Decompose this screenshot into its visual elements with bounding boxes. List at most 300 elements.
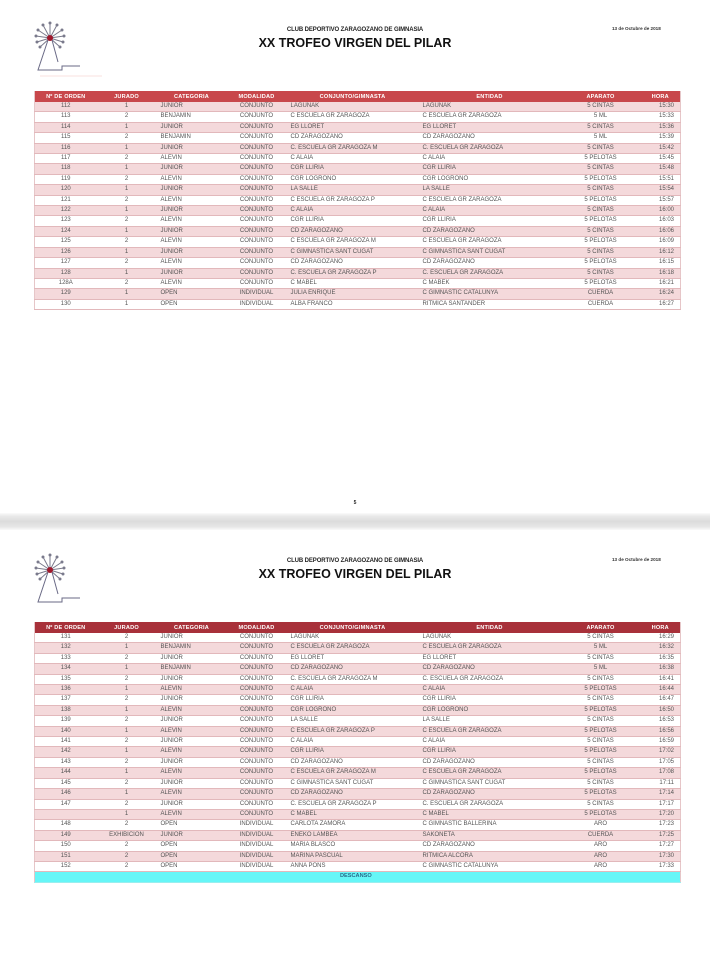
- table-row: [35, 674, 681, 684]
- row-gimnasta: C. ESCUELA GR ZARAGOZA M: [287, 143, 419, 153]
- row-gimnasta: C ESCUELA GR ZARAGOZA P: [287, 195, 419, 205]
- row-entidad: C GIMNASTIC BALLERINA: [419, 820, 561, 830]
- table-row: [35, 851, 681, 861]
- page-number: 5: [353, 500, 357, 506]
- row-categoria: JUNIOR: [157, 778, 227, 788]
- row-orden: 151: [35, 851, 97, 861]
- table-row: [35, 174, 681, 184]
- table-row: [35, 778, 681, 788]
- row-entidad: C ESCUELA GR ZARAGOZA: [419, 726, 561, 736]
- row-categoria: BENJAMIN: [157, 133, 227, 143]
- row-aparato: 5 PELOTAS: [561, 789, 641, 799]
- row-hora: 17:23: [641, 820, 681, 830]
- row-orden: 113: [35, 112, 97, 122]
- row-gimnasta: LA SALLE: [287, 185, 419, 195]
- row-entidad: C GIMNASTICA SANT CUGAT: [419, 778, 561, 788]
- row-categoria: OPEN: [157, 861, 227, 871]
- row-modalidad: CONJUNTO: [227, 102, 287, 112]
- row-hora: 17:30: [641, 851, 681, 861]
- row-categoria: JUNIOR: [157, 268, 227, 278]
- row-entidad: C ESCUELA GR ZARAGOZA: [419, 643, 561, 653]
- row-gimnasta: LAGUNAK: [287, 102, 419, 112]
- row-jurado: 2: [97, 653, 157, 663]
- row-entidad: EG LLORET: [419, 122, 561, 132]
- col-entidad: ENTIDAD: [419, 91, 561, 102]
- row-modalidad: CONJUNTO: [227, 674, 287, 684]
- row-categoria: JUNIOR: [157, 716, 227, 726]
- row-gimnasta: MARINA PASCUAL: [287, 851, 419, 861]
- row-aparato: ARO: [561, 820, 641, 830]
- row-gimnasta: CGR LLIRIA: [287, 164, 419, 174]
- row-modalidad: INDIVIDUAL: [227, 851, 287, 861]
- row-aparato: 5 PELOTAS: [561, 726, 641, 736]
- row-categoria: JUNIOR: [157, 122, 227, 132]
- row-orden: 132: [35, 643, 97, 653]
- row-orden: 136: [35, 685, 97, 695]
- row-jurado: 2: [97, 278, 157, 288]
- row-orden: 142: [35, 747, 97, 757]
- row-jurado: 1: [97, 247, 157, 257]
- row-hora: 16:32: [641, 643, 681, 653]
- row-jurado: 2: [97, 820, 157, 830]
- row-aparato: 5 ML: [561, 643, 641, 653]
- row-gimnasta: C MABEL: [287, 809, 419, 819]
- row-gimnasta: C ESCUELA GR ZARAGOZA: [287, 112, 419, 122]
- row-hora: 17:33: [641, 861, 681, 871]
- row-categoria: BENJAMIN: [157, 664, 227, 674]
- row-categoria: JUNIOR: [157, 102, 227, 112]
- row-jurado: 1: [97, 768, 157, 778]
- row-jurado: 2: [97, 633, 157, 643]
- row-jurado: 2: [97, 757, 157, 767]
- table-row: [35, 768, 681, 778]
- row-modalidad: CONJUNTO: [227, 809, 287, 819]
- col-aparato: APARATO: [561, 622, 641, 633]
- row-categoria: ALEVIN: [157, 195, 227, 205]
- row-jurado: 1: [97, 143, 157, 153]
- row-gimnasta: C. ESCUELA GR ZARAGOZA P: [287, 799, 419, 809]
- row-aparato: 5 PELOTAS: [561, 154, 641, 164]
- table-row: [35, 289, 681, 299]
- row-modalidad: CONJUNTO: [227, 174, 287, 184]
- row-orden: 114: [35, 122, 97, 132]
- row-categoria: ALEVIN: [157, 278, 227, 288]
- table-row: [35, 820, 681, 830]
- table-row: [35, 112, 681, 122]
- table-row: [35, 154, 681, 164]
- row-hora: 16:27: [641, 299, 681, 309]
- table-row: [35, 789, 681, 799]
- col-categoria: CATEGORIA: [157, 622, 227, 633]
- row-gimnasta: CD ZARAGOZANO: [287, 133, 419, 143]
- row-hora: 17:27: [641, 841, 681, 851]
- row-jurado: 2: [97, 778, 157, 788]
- row-entidad: EG LLORET: [419, 653, 561, 663]
- row-modalidad: CONJUNTO: [227, 185, 287, 195]
- row-hora: 15:48: [641, 164, 681, 174]
- table-row: [35, 685, 681, 695]
- row-hora: 16:53: [641, 716, 681, 726]
- row-orden: 137: [35, 695, 97, 705]
- row-modalidad: CONJUNTO: [227, 737, 287, 747]
- row-orden: 147: [35, 799, 97, 809]
- schedule-table-page-1: [34, 91, 681, 310]
- row-entidad: C ALAIA: [419, 154, 561, 164]
- row-entidad: C GIMNASTIC CATALUNYA: [419, 861, 561, 871]
- row-jurado: 2: [97, 195, 157, 205]
- row-aparato: 5 PELOTAS: [561, 747, 641, 757]
- row-categoria: JUNIOR: [157, 653, 227, 663]
- row-aparato: 5 CINTAS: [561, 653, 641, 663]
- row-jurado: 2: [97, 133, 157, 143]
- row-orden: 141: [35, 737, 97, 747]
- table-row: [35, 726, 681, 736]
- table-row: [35, 664, 681, 674]
- row-hora: 17:17: [641, 799, 681, 809]
- row-jurado: 2: [97, 112, 157, 122]
- row-jurado: 2: [97, 237, 157, 247]
- row-hora: 15:30: [641, 102, 681, 112]
- row-modalidad: CONJUNTO: [227, 195, 287, 205]
- row-jurado: 1: [97, 268, 157, 278]
- row-gimnasta: C MABEL: [287, 278, 419, 288]
- row-categoria: JUNIOR: [157, 737, 227, 747]
- row-modalidad: CONJUNTO: [227, 716, 287, 726]
- table-row: [35, 705, 681, 715]
- col-gimnasta: CONJUNTO/GIMNASTA: [287, 91, 419, 102]
- row-hora: 16:35: [641, 653, 681, 663]
- row-categoria: OPEN: [157, 820, 227, 830]
- row-modalidad: CONJUNTO: [227, 143, 287, 153]
- row-jurado: 1: [97, 685, 157, 695]
- row-hora: 16:47: [641, 695, 681, 705]
- row-aparato: 5 PELOTAS: [561, 768, 641, 778]
- row-hora: 15:54: [641, 185, 681, 195]
- row-hora: 15:42: [641, 143, 681, 153]
- row-modalidad: INDIVIDUAL: [227, 830, 287, 840]
- break-row: [35, 872, 681, 882]
- row-hora: 16:29: [641, 633, 681, 643]
- row-orden: 133: [35, 653, 97, 663]
- row-jurado: 1: [97, 289, 157, 299]
- row-aparato: ARO: [561, 851, 641, 861]
- table-row: [35, 716, 681, 726]
- row-categoria: JUNIOR: [157, 143, 227, 153]
- row-orden: 145: [35, 778, 97, 788]
- document-title: XX TROFEO VIRGEN DEL PILAR: [258, 567, 452, 581]
- row-entidad: C ESCUELA GR ZARAGOZA: [419, 768, 561, 778]
- row-categoria: ALEVIN: [157, 789, 227, 799]
- col-categoria: CATEGORIA: [157, 91, 227, 102]
- row-aparato: 5 CINTAS: [561, 185, 641, 195]
- row-orden: 143: [35, 757, 97, 767]
- row-modalidad: CONJUNTO: [227, 278, 287, 288]
- row-orden: 123: [35, 216, 97, 226]
- row-aparato: 5 CINTAS: [561, 122, 641, 132]
- row-hora: 15:36: [641, 122, 681, 132]
- row-orden: 129: [35, 289, 97, 299]
- row-orden: 127: [35, 258, 97, 268]
- col-jurado: JURADO: [97, 622, 157, 633]
- row-entidad: CD ZARAGOZANO: [419, 133, 561, 143]
- row-modalidad: CONJUNTO: [227, 122, 287, 132]
- row-entidad: CD ZARAGOZANO: [419, 226, 561, 236]
- table-header: [35, 91, 681, 102]
- row-entidad: C ESCUELA GR ZARAGOZA: [419, 195, 561, 205]
- table-row: [35, 143, 681, 153]
- row-modalidad: CONJUNTO: [227, 789, 287, 799]
- row-categoria: OPEN: [157, 851, 227, 861]
- row-aparato: 5 PELOTAS: [561, 174, 641, 184]
- col-orden: Nº DE ORDEN: [35, 91, 97, 102]
- row-aparato: 5 CINTAS: [561, 737, 641, 747]
- row-entidad: C ALAIA: [419, 737, 561, 747]
- row-jurado: 1: [97, 226, 157, 236]
- row-jurado: 1: [97, 643, 157, 653]
- row-modalidad: CONJUNTO: [227, 726, 287, 736]
- row-jurado: 1: [97, 102, 157, 112]
- row-aparato: 5 PELOTAS: [561, 809, 641, 819]
- table-row: [35, 133, 681, 143]
- row-aparato: 5 ML: [561, 133, 641, 143]
- row-entidad: C. ESCUELA GR ZARAGOZA: [419, 799, 561, 809]
- row-modalidad: CONJUNTO: [227, 154, 287, 164]
- row-hora: 17:05: [641, 757, 681, 767]
- row-hora: 16:38: [641, 664, 681, 674]
- row-hora: 16:15: [641, 258, 681, 268]
- row-entidad: C ESCUELA GR ZARAGOZA: [419, 112, 561, 122]
- row-aparato: CUERDA: [561, 830, 641, 840]
- table-row: [35, 278, 681, 288]
- row-jurado: 2: [97, 861, 157, 871]
- club-name: CLUB DEPORTIVO ZARAGOZANO DE GIMNASIA: [286, 27, 424, 33]
- col-modalidad: MODALIDAD: [227, 622, 287, 633]
- row-categoria: ALEVIN: [157, 258, 227, 268]
- row-entidad: C MABEL: [419, 809, 561, 819]
- row-aparato: 5 PELOTAS: [561, 278, 641, 288]
- row-orden: 120: [35, 185, 97, 195]
- row-gimnasta: CD ZARAGOZANO: [287, 664, 419, 674]
- row-entidad: CGR LLIRIA: [419, 164, 561, 174]
- row-gimnasta: CGR LLIRIA: [287, 216, 419, 226]
- col-hora: HORA: [641, 91, 681, 102]
- table-row: [35, 237, 681, 247]
- row-entidad: CGR LLIRIA: [419, 747, 561, 757]
- row-jurado: 2: [97, 258, 157, 268]
- break-label: DESCANSO: [35, 872, 681, 882]
- row-entidad: LAGUNAK: [419, 102, 561, 112]
- row-aparato: 5 CINTAS: [561, 695, 641, 705]
- row-orden: 126: [35, 247, 97, 257]
- table-row: [35, 185, 681, 195]
- row-aparato: 5 CINTAS: [561, 674, 641, 684]
- row-aparato: 5 CINTAS: [561, 799, 641, 809]
- row-hora: 16:41: [641, 674, 681, 684]
- row-gimnasta: CGR LOGROÑO: [287, 705, 419, 715]
- row-gimnasta: C ALAIA: [287, 206, 419, 216]
- row-hora: 15:45: [641, 154, 681, 164]
- row-orden: 146: [35, 789, 97, 799]
- row-categoria: ALEVIN: [157, 726, 227, 736]
- row-orden: [35, 809, 97, 819]
- col-gimnasta: CONJUNTO/GIMNASTA: [287, 622, 419, 633]
- row-hora: 16:12: [641, 247, 681, 257]
- row-gimnasta: C GIMNASTICA SANT CUGAT: [287, 247, 419, 257]
- row-gimnasta: ENEKO LAMBEA: [287, 830, 419, 840]
- row-aparato: 5 ML: [561, 112, 641, 122]
- col-orden: Nº DE ORDEN: [35, 622, 97, 633]
- row-gimnasta: C. ESCUELA GR ZARAGOZA M: [287, 674, 419, 684]
- club-name: CLUB DEPORTIVO ZARAGOZANO DE GIMNASIA: [286, 558, 424, 564]
- row-categoria: JUNIOR: [157, 633, 227, 643]
- row-categoria: ALEVIN: [157, 768, 227, 778]
- row-orden: 139: [35, 716, 97, 726]
- row-modalidad: CONJUNTO: [227, 664, 287, 674]
- row-entidad: LA SALLE: [419, 185, 561, 195]
- row-entidad: C ALAIA: [419, 206, 561, 216]
- row-jurado: 2: [97, 216, 157, 226]
- table-row: [35, 747, 681, 757]
- row-aparato: 5 CINTAS: [561, 226, 641, 236]
- row-gimnasta: EG LLORET: [287, 653, 419, 663]
- row-aparato: 5 CINTAS: [561, 102, 641, 112]
- row-categoria: JUNIOR: [157, 226, 227, 236]
- table-row: [35, 737, 681, 747]
- row-gimnasta: CARLOTA ZAMORA: [287, 820, 419, 830]
- row-gimnasta: MARIA BLASCO: [287, 841, 419, 851]
- row-gimnasta: C ALAIA: [287, 737, 419, 747]
- row-gimnasta: LA SALLE: [287, 716, 419, 726]
- row-jurado: 1: [97, 789, 157, 799]
- row-gimnasta: CD ZARAGOZANO: [287, 757, 419, 767]
- row-gimnasta: CGR LLIRIA: [287, 747, 419, 757]
- row-jurado: EXHIBICION: [97, 830, 157, 840]
- table-row: [35, 830, 681, 840]
- row-modalidad: CONJUNTO: [227, 216, 287, 226]
- row-categoria: ALEVIN: [157, 747, 227, 757]
- row-jurado: 2: [97, 737, 157, 747]
- row-hora: 16:50: [641, 705, 681, 715]
- row-hora: 15:57: [641, 195, 681, 205]
- row-modalidad: CONJUNTO: [227, 247, 287, 257]
- row-jurado: 1: [97, 299, 157, 309]
- table-row: [35, 122, 681, 132]
- row-hora: 16:18: [641, 268, 681, 278]
- row-jurado: 1: [97, 809, 157, 819]
- row-orden: 135: [35, 674, 97, 684]
- row-modalidad: CONJUNTO: [227, 633, 287, 643]
- row-gimnasta: CGR LLIRIA: [287, 695, 419, 705]
- row-gimnasta: ANNA PONS: [287, 861, 419, 871]
- row-orden: 128A: [35, 278, 97, 288]
- col-hora: HORA: [641, 622, 681, 633]
- row-aparato: 5 CINTAS: [561, 206, 641, 216]
- row-modalidad: CONJUNTO: [227, 695, 287, 705]
- row-hora: 17:25: [641, 830, 681, 840]
- row-aparato: 5 PELOTAS: [561, 685, 641, 695]
- row-categoria: ALEVIN: [157, 685, 227, 695]
- table-row: [35, 206, 681, 216]
- row-orden: 119: [35, 174, 97, 184]
- row-modalidad: INDIVIDUAL: [227, 289, 287, 299]
- row-gimnasta: EG LLORET: [287, 122, 419, 132]
- table-row: [35, 633, 681, 643]
- row-categoria: ALEVIN: [157, 216, 227, 226]
- row-orden: 134: [35, 664, 97, 674]
- row-aparato: 5 CINTAS: [561, 164, 641, 174]
- col-entidad: ENTIDAD: [419, 622, 561, 633]
- row-categoria: JUNIOR: [157, 247, 227, 257]
- row-modalidad: CONJUNTO: [227, 206, 287, 216]
- row-hora: 16:56: [641, 726, 681, 736]
- row-orden: 148: [35, 820, 97, 830]
- row-categoria: JUNIOR: [157, 164, 227, 174]
- row-hora: 16:21: [641, 278, 681, 288]
- row-orden: 130: [35, 299, 97, 309]
- row-gimnasta: CD ZARAGOZANO: [287, 789, 419, 799]
- row-jurado: 2: [97, 695, 157, 705]
- document-date: 13 de Octubre de 2018: [612, 557, 661, 562]
- row-hora: 16:00: [641, 206, 681, 216]
- row-hora: 17:11: [641, 778, 681, 788]
- row-jurado: 1: [97, 664, 157, 674]
- row-categoria: ALEVIN: [157, 237, 227, 247]
- document-page-2: [0, 530, 710, 959]
- row-categoria: JUNIOR: [157, 695, 227, 705]
- row-aparato: CUERDA: [561, 289, 641, 299]
- row-jurado: 1: [97, 185, 157, 195]
- row-modalidad: CONJUNTO: [227, 653, 287, 663]
- row-aparato: 5 PELOTAS: [561, 195, 641, 205]
- row-jurado: 2: [97, 716, 157, 726]
- row-hora: 17:02: [641, 747, 681, 757]
- row-orden: 131: [35, 633, 97, 643]
- row-entidad: RITMICA SANTANDER: [419, 299, 561, 309]
- row-entidad: CGR LLIRIA: [419, 695, 561, 705]
- row-modalidad: INDIVIDUAL: [227, 861, 287, 871]
- row-modalidad: CONJUNTO: [227, 258, 287, 268]
- table-row: [35, 757, 681, 767]
- row-modalidad: INDIVIDUAL: [227, 820, 287, 830]
- row-entidad: C MABEK: [419, 278, 561, 288]
- row-categoria: BENJAMIN: [157, 112, 227, 122]
- col-modalidad: MODALIDAD: [227, 91, 287, 102]
- row-categoria: JUNIOR: [157, 799, 227, 809]
- row-entidad: CD ZARAGOZANO: [419, 789, 561, 799]
- row-modalidad: CONJUNTO: [227, 133, 287, 143]
- row-entidad: C GIMNASTICA SANT CUGAT: [419, 247, 561, 257]
- row-hora: 17:14: [641, 789, 681, 799]
- table-row: [35, 299, 681, 309]
- row-gimnasta: C ESCUELA GR ZARAGOZA P: [287, 726, 419, 736]
- row-jurado: 2: [97, 799, 157, 809]
- row-jurado: 2: [97, 174, 157, 184]
- col-jurado: JURADO: [97, 91, 157, 102]
- col-aparato: APARATO: [561, 91, 641, 102]
- row-orden: 117: [35, 154, 97, 164]
- row-categoria: JUNIOR: [157, 674, 227, 684]
- row-jurado: 1: [97, 206, 157, 216]
- row-hora: 15:39: [641, 133, 681, 143]
- table-row: [35, 226, 681, 236]
- row-categoria: OPEN: [157, 289, 227, 299]
- row-gimnasta: C GIMNASTICA SANT CUGAT: [287, 778, 419, 788]
- row-hora: 16:06: [641, 226, 681, 236]
- row-categoria: OPEN: [157, 841, 227, 851]
- row-entidad: C. ESCUELA GR ZARAGOZA: [419, 268, 561, 278]
- row-categoria: JUNIOR: [157, 757, 227, 767]
- row-gimnasta: CD ZARAGOZANO: [287, 258, 419, 268]
